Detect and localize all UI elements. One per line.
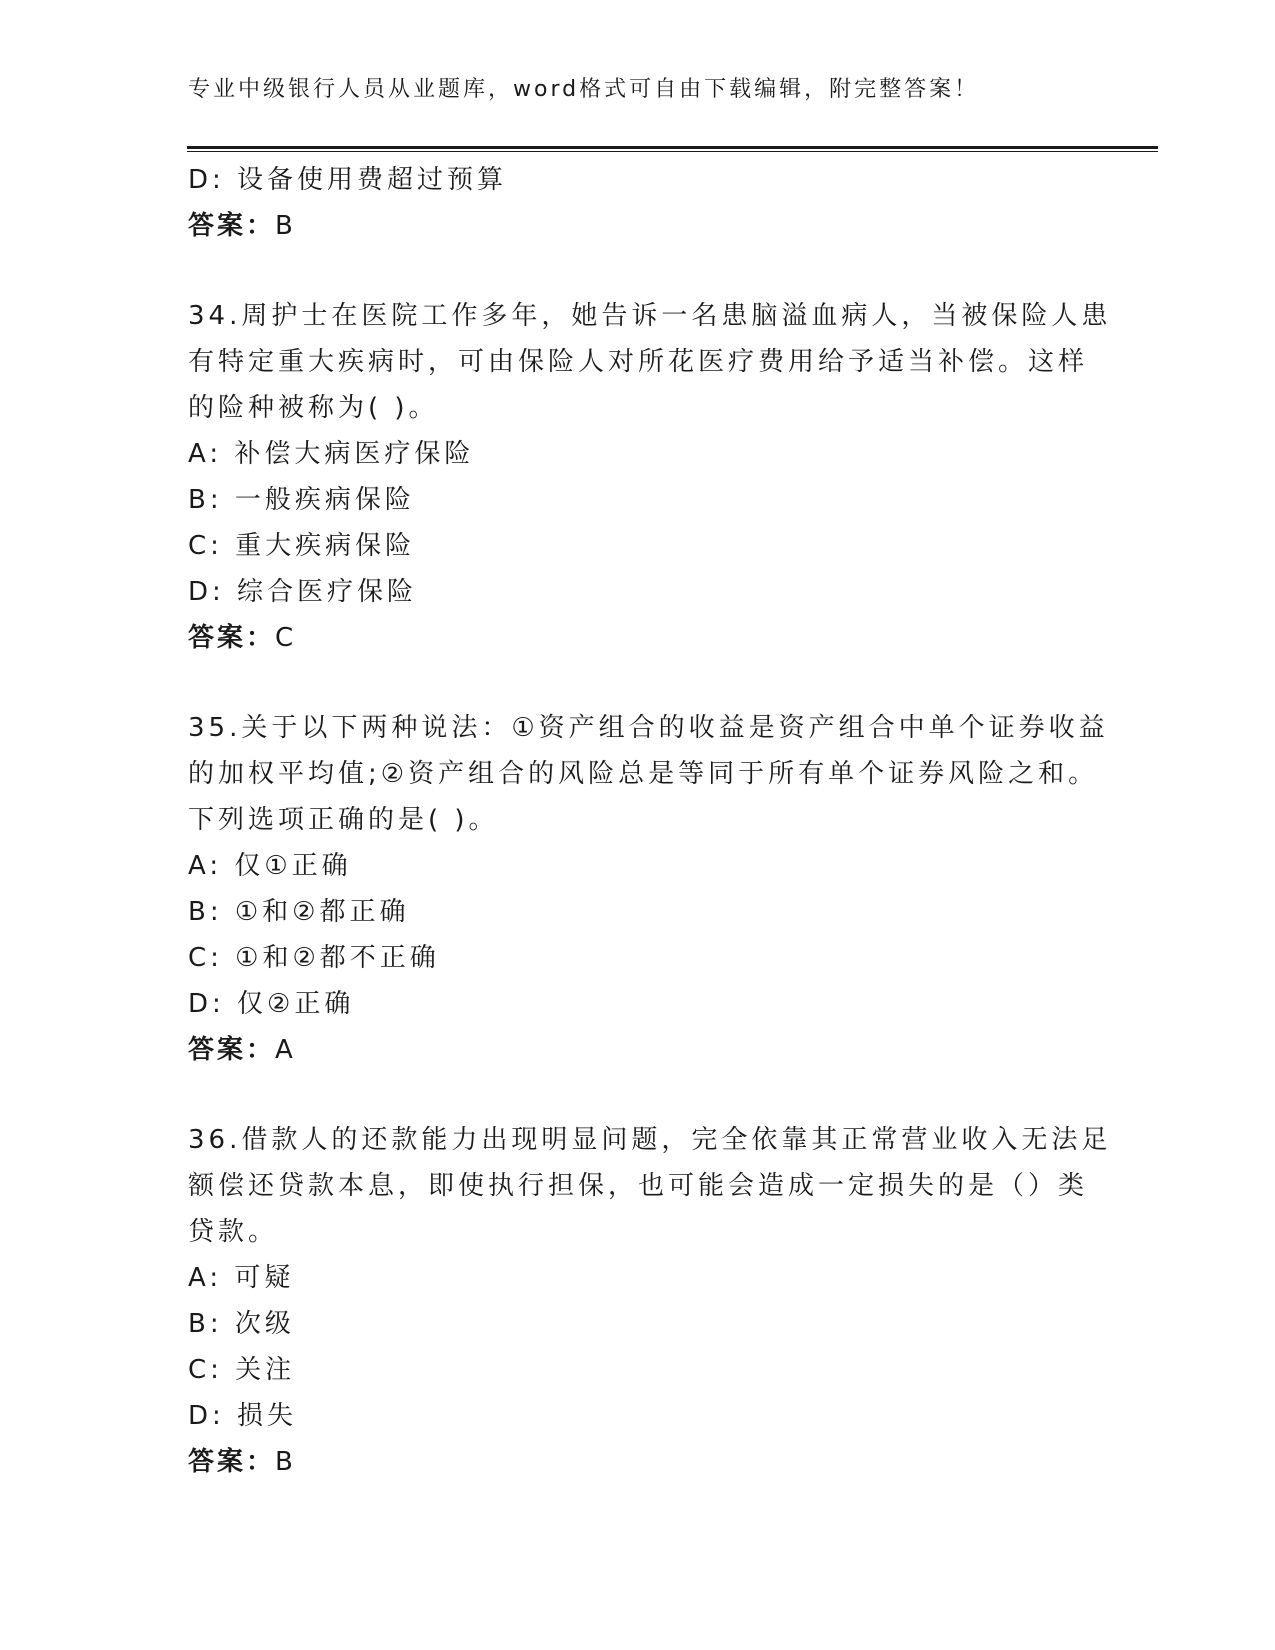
answer-value: B: [275, 1447, 296, 1477]
answer-label: 答案：: [188, 1447, 276, 1477]
question-stem-line: 额偿还贷款本息，即使执行担保，也可能会造成一定损失的是（）类: [188, 1171, 1089, 1201]
question-stem-line: 下列选项正确的是( )。: [188, 805, 499, 835]
option-b: B: ①和②都正确: [188, 897, 410, 927]
header-rule-thick: [187, 146, 1158, 149]
question-35: [188, 705, 1109, 1073]
question-stem-line: 有特定重大疾病时，可由保险人对所花医疗费用给予适当补偿。这样: [188, 347, 1089, 377]
question-stem-line: 的险种被称为( )。: [188, 393, 439, 423]
option-c: C: ①和②都不正确: [188, 943, 440, 973]
question-stem-line: 36.借款人的还款能力出现明显问题，完全依靠其正常营业收入无法足: [188, 1125, 1112, 1155]
question-stem-line: 34.周护士在医院工作多年，她告诉一名患脑溢血病人，当被保险人患: [188, 301, 1112, 331]
question-stem-line: 35.关于以下两种说法：①资产组合的收益是资产组合中单个证券收益: [188, 713, 1109, 743]
question-34: [188, 293, 1112, 661]
option-c: C: 关注: [188, 1355, 296, 1385]
option-a: A: 可疑: [188, 1263, 295, 1293]
answer: [188, 1027, 1088, 1073]
option-d: D: 仅②正确: [188, 989, 355, 1019]
option-a: A: 补偿大病医疗保险: [188, 439, 475, 469]
prev-option-d: D: 设备使用费超过预算: [188, 165, 508, 195]
question-content: [188, 157, 1112, 1485]
option-b: B: 一般疾病保险: [188, 485, 415, 515]
question-36: [188, 1117, 1112, 1485]
answer-value: B: [275, 211, 296, 241]
answer-label: 答案：: [188, 211, 276, 241]
page-header-text: 专业中级银行人员从业题库，word格式可自由下载编辑，附完整答案！: [188, 77, 980, 102]
answer: [188, 615, 1088, 661]
option-d: D: 综合医疗保险: [188, 577, 418, 607]
answer-value: A: [275, 1035, 296, 1065]
answer-label: 答案：: [188, 623, 276, 653]
question-stem-line: 的加权平均值;②资产组合的风险总是等同于所有单个证券风险之和。: [188, 759, 1099, 789]
answer-label: 答案：: [188, 1035, 276, 1065]
option-c: C: 重大疾病保险: [188, 531, 416, 561]
answer-value: C: [275, 623, 297, 653]
option-d: D: 损失: [188, 1401, 298, 1431]
option-b: B: 次级: [188, 1309, 295, 1339]
question-stem-line: 贷款。: [188, 1217, 279, 1247]
prev-answer: [188, 203, 1088, 249]
option-a: A: 仅①正确: [188, 851, 352, 881]
header-rule-thin: [187, 151, 1158, 152]
answer: [188, 1439, 1088, 1485]
